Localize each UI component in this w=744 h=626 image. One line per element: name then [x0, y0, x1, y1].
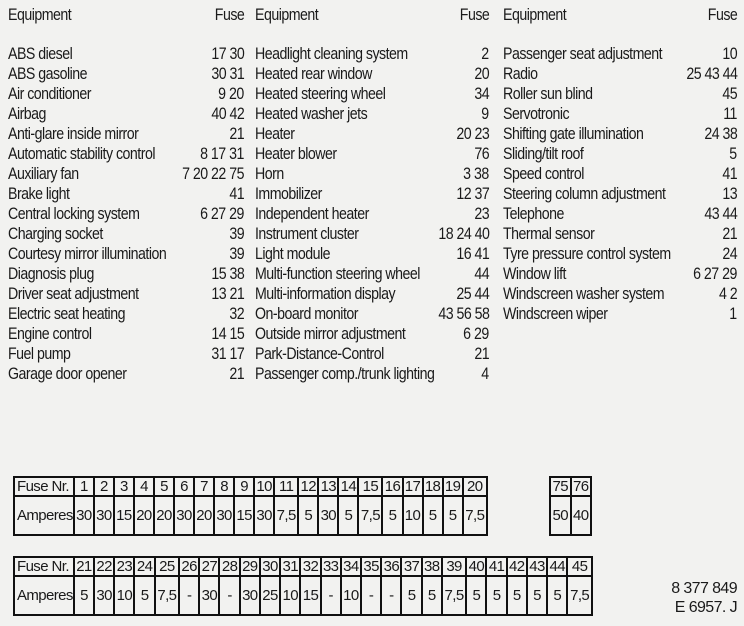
amperes-cell: 15 [300, 576, 320, 615]
amperes-cell: 30 [94, 496, 114, 535]
amperes-cell: 5 [486, 576, 506, 615]
amperes-row [14, 576, 592, 615]
equipment-name: Steering column adjustment [503, 185, 666, 203]
amperes-cell: 10 [114, 576, 134, 615]
equipment-name: ABS diesel [8, 45, 73, 63]
amperes-cell: 5 [74, 576, 94, 615]
equipment-name: Speed control [503, 165, 584, 183]
amperes-cell: 5 [382, 496, 402, 535]
fuse-number-cell: 13 [318, 477, 338, 496]
amperes-cell: 15 [234, 496, 254, 535]
equipment-row [503, 264, 737, 284]
fuse-numbers: 24 [722, 245, 737, 263]
equipment-row [255, 304, 489, 324]
amperes-cell: 7,5 [463, 496, 487, 535]
fuse-number-cell: 12 [298, 477, 318, 496]
fuse-numbers: 11 [723, 105, 737, 123]
equipment-row [503, 164, 737, 184]
amperes-cell: 15 [114, 496, 134, 535]
column-header [8, 5, 244, 25]
fuse-number-cell: 5 [154, 477, 174, 496]
fuse-number-cell: 43 [527, 557, 547, 576]
equipment-row [255, 224, 489, 244]
fuse-numbers: 23 [474, 205, 489, 223]
equipment-name: Passenger seat adjustment [503, 45, 663, 63]
header-equipment: Equipment [8, 6, 72, 24]
fuse-number-cell: 23 [114, 557, 134, 576]
amperes-cell: 30 [74, 496, 94, 535]
equipment-name: Independent heater [255, 205, 369, 223]
fuse-numbers: 6 27 29 [200, 205, 244, 223]
fuse-number-cell: 3 [114, 477, 134, 496]
equipment-name: Sliding/tilt roof [503, 145, 584, 163]
fuse-number-cell: 40 [466, 557, 486, 576]
part-number: 8 377 849 [671, 580, 737, 597]
amperes-cell: 30 [174, 496, 194, 535]
fuse-numbers: 15 38 [211, 265, 244, 283]
equipment-row [255, 344, 489, 364]
fuse-number-cell: 31 [280, 557, 300, 576]
amperes-cell: - [361, 576, 381, 615]
fuse-numbers: 25 44 [456, 285, 489, 303]
amperes-cell: 7,5 [358, 496, 382, 535]
equipment-row [8, 244, 244, 264]
fuse-number-cell: 17 [403, 477, 423, 496]
equipment-name: Heater [255, 125, 295, 143]
header-fuse: Fuse [707, 6, 737, 24]
fuse-numbers: 31 17 [211, 345, 244, 363]
fuse-number-cell: 16 [382, 477, 402, 496]
equipment-row [503, 64, 737, 84]
equipment-name: Windscreen wiper [503, 305, 608, 323]
equipment-row [255, 144, 489, 164]
equipment-row [255, 204, 489, 224]
fuse-number-cell: 75 [550, 477, 571, 496]
fuse-number-cell: 10 [254, 477, 274, 496]
equipment-row [8, 84, 244, 104]
equipment-row [255, 244, 489, 264]
equipment-name: Engine control [8, 325, 92, 343]
fuse-number-cell: 9 [234, 477, 254, 496]
fuse-numbers: 43 44 [704, 205, 737, 223]
fuse-numbers: 17 30 [211, 45, 244, 63]
fuse-number-cell: 2 [94, 477, 114, 496]
amperes-cell: 7,5 [567, 576, 592, 615]
equipment-row [255, 124, 489, 144]
equipment-row [503, 144, 737, 164]
equipment-name: Auxiliary fan [8, 165, 79, 183]
amperes-cell: 40 [571, 496, 592, 535]
fuse-number-cell: 35 [361, 557, 381, 576]
fuse-numbers: 2 [481, 45, 489, 63]
amperes-cell: 20 [194, 496, 214, 535]
equipment-row [503, 204, 737, 224]
fuse-numbers: 1 [729, 305, 737, 323]
fuse-numbers: 20 23 [456, 125, 489, 143]
fuse-numbers: 9 [481, 105, 489, 123]
equipment-name: Headlight cleaning system [255, 45, 408, 63]
amperes-cell: 30 [94, 576, 114, 615]
equipment-name: Radio [503, 65, 538, 83]
fuse-numbers: 6 29 [463, 325, 489, 343]
equipment-name: Immobilizer [255, 185, 322, 203]
equipment-row [503, 84, 737, 104]
fuse-numbers: 44 [474, 265, 489, 283]
fuse-numbers: 13 [722, 185, 737, 203]
equipment-row [503, 44, 737, 64]
fuse-nr-label: Fuse Nr. [14, 477, 74, 496]
equipment-row [255, 284, 489, 304]
fuse-numbers: 30 31 [211, 65, 244, 83]
fuse-numbers: 3 38 [463, 165, 489, 183]
fuse-number-cell: 32 [300, 557, 320, 576]
equipment-name: Electric seat heating [8, 305, 125, 323]
equipment-name: Roller sun blind [503, 85, 593, 103]
fuse-numbers: 21 [722, 225, 737, 243]
equipment-row [8, 124, 244, 144]
equipment-row [8, 64, 244, 84]
fuse-table-75-76 [549, 476, 592, 536]
equipment-name: Diagnosis plug [8, 265, 94, 283]
fuse-numbers: 43 56 58 [437, 305, 489, 323]
amperes-cell: 5 [466, 576, 486, 615]
equipment-name: Multi-function steering wheel [255, 265, 420, 283]
equipment-row [8, 224, 244, 244]
equipment-name: Windscreen washer system [503, 285, 665, 303]
fuse-numbers: 34 [474, 85, 489, 103]
amperes-cell: 30 [254, 496, 274, 535]
fuse-number-cell: 8 [214, 477, 234, 496]
fuse-numbers: 41 [229, 185, 244, 203]
fuse-numbers: 10 [722, 45, 737, 63]
equipment-name: Airbag [8, 105, 46, 123]
fuse-numbers: 6 27 29 [693, 265, 737, 283]
fuse-numbers: 12 37 [456, 185, 489, 203]
equipment-name: Heater blower [255, 145, 337, 163]
fuse-number-cell: 28 [219, 557, 239, 576]
fuse-number-cell: 39 [442, 557, 466, 576]
amperes-label: Amperes [14, 576, 74, 615]
amperes-cell: 5 [401, 576, 421, 615]
equipment-name: Heated washer jets [255, 105, 368, 123]
fuse-numbers: 40 42 [211, 105, 244, 123]
fuse-numbers: 24 38 [704, 125, 737, 143]
header-fuse: Fuse [459, 6, 489, 24]
fuse-number-cell: 24 [134, 557, 154, 576]
fuse-number-cell: 45 [567, 557, 592, 576]
equipment-row [503, 244, 737, 264]
equipment-row [503, 304, 737, 324]
equipment-name: On-board monitor [255, 305, 358, 323]
equipment-row [8, 364, 244, 384]
equipment-row [8, 204, 244, 224]
amperes-row [14, 496, 487, 535]
equipment-row [8, 44, 244, 64]
amperes-cell: 5 [422, 576, 442, 615]
equipment-name: Park-Distance-Control [255, 345, 384, 363]
equipment-row [255, 364, 489, 384]
fuse-number-cell: 21 [74, 557, 94, 576]
amperes-cell: 30 [318, 496, 338, 535]
amperes-cell: - [179, 576, 199, 615]
amperes-cell: 5 [527, 576, 547, 615]
amperes-cell: 5 [443, 496, 463, 535]
amperes-cell: - [381, 576, 401, 615]
amperes-cell: 5 [547, 576, 567, 615]
equipment-row [255, 84, 489, 104]
amperes-cell: 5 [507, 576, 527, 615]
equipment-name: Servotronic [503, 105, 570, 123]
fuse-number-cell: 7 [194, 477, 214, 496]
fuse-number-cell: 22 [94, 557, 114, 576]
fuse-number-cell: 37 [401, 557, 421, 576]
fuse-number-cell: 42 [507, 557, 527, 576]
amperes-cell: 20 [154, 496, 174, 535]
fuse-number-cell: 18 [423, 477, 443, 496]
equipment-name: Automatic stability control [8, 145, 155, 163]
fuse-numbers: 25 43 44 [685, 65, 737, 83]
amperes-cell: 7,5 [274, 496, 298, 535]
fuse-table-21-45 [13, 556, 593, 616]
equipment-row [255, 324, 489, 344]
equipment-name: Central locking system [8, 205, 140, 223]
fuse-number-cell: 33 [321, 557, 341, 576]
amperes-cell: 20 [134, 496, 154, 535]
fuse-numbers: 16 41 [456, 245, 489, 263]
fuse-numbers: 8 17 31 [200, 145, 244, 163]
amperes-label: Amperes [14, 496, 74, 535]
fuse-numbers: 39 [229, 245, 244, 263]
amperes-cell: 7,5 [442, 576, 466, 615]
amperes-cell: - [219, 576, 239, 615]
equipment-row [503, 124, 737, 144]
equipment-name: Air conditioner [8, 85, 91, 103]
fuse-number-cell: 25 [155, 557, 179, 576]
equipment-name: Window lift [503, 265, 566, 283]
equipment-name: Fuel pump [8, 345, 71, 363]
fuse-numbers: 76 [474, 145, 489, 163]
amperes-cell: 10 [341, 576, 361, 615]
fuse-numbers: 39 [229, 225, 244, 243]
fuse-numbers: 18 24 40 [437, 225, 489, 243]
equipment-name: Tyre pressure control system [503, 245, 671, 263]
amperes-cell: 30 [214, 496, 234, 535]
equipment-name: Outside mirror adjustment [255, 325, 406, 343]
amperes-cell: 5 [298, 496, 318, 535]
fuse-number-cell: 14 [338, 477, 358, 496]
fuse-number-cell: 26 [179, 557, 199, 576]
fuse-number-cell: 44 [547, 557, 567, 576]
fuse-numbers: 32 [229, 305, 244, 323]
amperes-cell: 30 [240, 576, 260, 615]
fuse-numbers: 21 [474, 345, 489, 363]
equipment-row [8, 104, 244, 124]
equipment-column-2 [255, 0, 489, 384]
fuse-number-cell: 36 [381, 557, 401, 576]
fuse-number-cell: 11 [274, 477, 298, 496]
equipment-row [8, 304, 244, 324]
fuse-number-cell: 41 [486, 557, 506, 576]
equipment-row [255, 264, 489, 284]
fuse-numbers: 7 20 22 75 [182, 165, 244, 183]
fuse-numbers: 13 21 [211, 285, 244, 303]
equipment-name: Shifting gate illumination [503, 125, 644, 143]
amperes-cell: - [321, 576, 341, 615]
amperes-cell: 30 [199, 576, 219, 615]
equipment-row [8, 344, 244, 364]
fuse-numbers: 14 15 [211, 325, 244, 343]
fuse-numbers: 4 2 [718, 285, 737, 303]
equipment-name: Horn [255, 165, 284, 183]
equipment-row [8, 264, 244, 284]
equipment-name: Light module [255, 245, 331, 263]
amperes-cell: 10 [403, 496, 423, 535]
equipment-name: Heated rear window [255, 65, 372, 83]
amperes-cell: 50 [550, 496, 571, 535]
fuse-number-cell: 4 [134, 477, 154, 496]
equipment-row [255, 44, 489, 64]
equipment-name: Multi-information display [255, 285, 396, 303]
fuse-number-cell: 15 [358, 477, 382, 496]
equipment-name: Passenger comp./trunk lighting [255, 365, 435, 383]
amperes-cell: 25 [260, 576, 280, 615]
equipment-name: Telephone [503, 205, 564, 223]
amperes-row [550, 496, 591, 535]
header-equipment: Equipment [255, 6, 319, 24]
equipment-column-3 [503, 0, 737, 324]
fuse-numbers: 5 [729, 145, 737, 163]
fuse-numbers: 41 [722, 165, 737, 183]
amperes-cell: 7,5 [155, 576, 179, 615]
fuse-number-row [14, 557, 592, 576]
fuse-nr-label: Fuse Nr. [14, 557, 74, 576]
equipment-name: Driver seat adjustment [8, 285, 139, 303]
fuse-number-cell: 76 [571, 477, 592, 496]
equipment-name: Instrument cluster [255, 225, 359, 243]
column-header [255, 5, 489, 25]
fuse-number-row [14, 477, 487, 496]
equipment-row [8, 184, 244, 204]
equipment-row [255, 64, 489, 84]
equipment-name: Courtesy mirror illumination [8, 245, 167, 263]
fuse-number-cell: 6 [174, 477, 194, 496]
fuse-numbers: 21 [229, 125, 244, 143]
equipment-name: Thermal sensor [503, 225, 595, 243]
fuse-number-cell: 20 [463, 477, 487, 496]
fuse-number-cell: 27 [199, 557, 219, 576]
equipment-row [503, 224, 737, 244]
equipment-row [8, 324, 244, 344]
equipment-name: Charging socket [8, 225, 103, 243]
column-header [503, 5, 737, 25]
fuse-numbers: 20 [474, 65, 489, 83]
equipment-column-1 [8, 0, 244, 384]
amperes-cell: 10 [280, 576, 300, 615]
edition-code: E 6957. J [674, 599, 737, 616]
equipment-row [503, 184, 737, 204]
equipment-name: Garage door opener [8, 365, 127, 383]
equipment-row [255, 164, 489, 184]
equipment-row [503, 104, 737, 124]
fuse-number-cell: 29 [240, 557, 260, 576]
fuse-numbers: 4 [481, 365, 489, 383]
fuse-table-1-20 [13, 476, 488, 536]
equipment-name: ABS gasoline [8, 65, 88, 83]
amperes-cell: 5 [423, 496, 443, 535]
fuse-number-cell: 19 [443, 477, 463, 496]
equipment-name: Brake light [8, 185, 70, 203]
fuse-numbers: 21 [229, 365, 244, 383]
equipment-row [255, 184, 489, 204]
fuse-number-cell: 30 [260, 557, 280, 576]
fuse-number-row [550, 477, 591, 496]
amperes-cell: 5 [338, 496, 358, 535]
fuse-number-cell: 38 [422, 557, 442, 576]
equipment-row [8, 164, 244, 184]
equipment-row [255, 104, 489, 124]
fuse-numbers: 45 [722, 85, 737, 103]
equipment-name: Anti-glare inside mirror [8, 125, 139, 143]
equipment-row [503, 284, 737, 304]
header-equipment: Equipment [503, 6, 567, 24]
fuse-number-cell: 34 [341, 557, 361, 576]
header-fuse: Fuse [214, 6, 244, 24]
equipment-row [8, 284, 244, 304]
equipment-name: Heated steering wheel [255, 85, 386, 103]
fuse-number-cell: 1 [74, 477, 94, 496]
equipment-row [8, 144, 244, 164]
fuse-numbers: 9 20 [218, 85, 244, 103]
amperes-cell: 5 [134, 576, 154, 615]
